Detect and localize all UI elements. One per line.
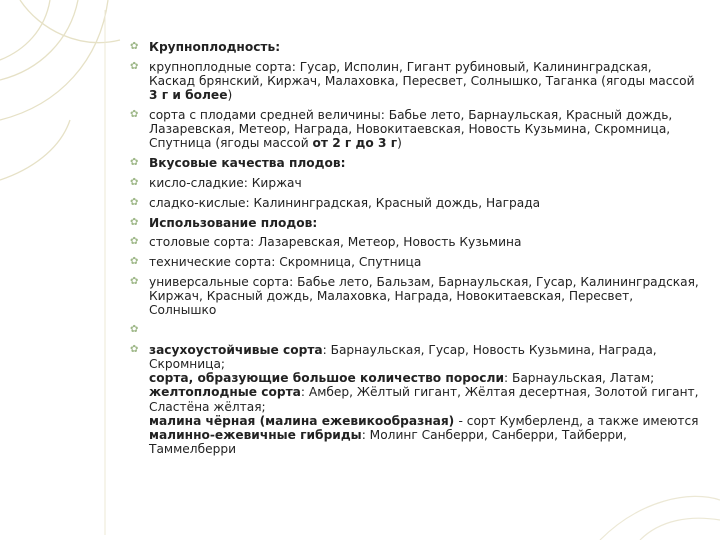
item-after: ) (397, 136, 402, 151)
item-text: кисло-сладкие: Киржач (149, 176, 302, 190)
note-line-bold: малинно-ежевичные гибриды (149, 428, 362, 442)
bullet-list (130, 40, 700, 462)
list-item-text (149, 40, 280, 54)
note-line (149, 385, 700, 413)
bottom-swirl-decoration (600, 496, 720, 540)
item-text: Вкусовые качества плодов: (149, 156, 346, 171)
note-line-bold: желтоплодные сорта (149, 385, 301, 400)
list-item-text (149, 60, 695, 102)
list-item (130, 255, 700, 269)
list-item-text (149, 235, 521, 249)
flower-bullet-icon: ✿ (130, 60, 139, 72)
item-text: сорта с плодами средней величины: Бабье лето, Барнаульская, Красный дождь, Лазаревская, Метеор, Награда, Новокитаевская, Новость Кузьмина, Скромница, Спутница (ягоды массой (149, 108, 673, 151)
item-text: технические сорта: Скромница, Спутница (149, 255, 422, 270)
flower-bullet-icon: ✿ (130, 216, 139, 228)
note-line (149, 343, 700, 371)
flower-bullet-icon: ✿ (130, 196, 139, 208)
list-item-text (149, 156, 345, 170)
item-bold: 3 г и более (149, 88, 228, 103)
note-line (149, 371, 700, 385)
note-line-text: : Молинг Санберри, Санберри, Тайберри, Таммелберри (149, 428, 627, 457)
list-item (130, 40, 700, 54)
flower-bullet-icon: ✿ (130, 109, 139, 120)
list-item (130, 156, 700, 170)
note-line-text: - сорт Кумберленд, а также имеются (458, 413, 699, 428)
note-line-bold: малина чёрная (малина ежевикообразная) (149, 413, 459, 428)
note-line (149, 414, 700, 428)
list-item (130, 216, 700, 230)
note-line-text: : Амбер, Жёлтый гигант, Жёлтая десертная, Золотой гигант, Сластёна жёлтая; (149, 385, 699, 414)
item-after: ) (227, 88, 233, 103)
list-item (130, 323, 700, 337)
list-item (130, 108, 700, 151)
list-item (130, 235, 700, 249)
list-item-text (149, 255, 421, 269)
flower-bullet-icon: ✿ (130, 157, 139, 169)
item-bold: от 2 г до 3 г (312, 136, 398, 151)
list-item (130, 275, 700, 318)
list-item-text (149, 108, 672, 150)
flower-bullet-icon: ✿ (130, 275, 139, 287)
list-item (130, 60, 700, 103)
list-item-text (149, 176, 302, 190)
flower-bullet-icon: ✿ (130, 343, 139, 355)
list-item-text (149, 343, 700, 457)
item-text: Крупноплодность: (149, 40, 281, 54)
flower-bullet-icon: ✿ (130, 41, 139, 52)
note-line-bold: сорта, образующие большое количество поросли (149, 371, 504, 386)
list-item (130, 343, 700, 457)
flower-bullet-icon: ✿ (130, 256, 139, 268)
item-text: столовые сорта: Лазаревская, Метеор, Новость Кузьмина (149, 235, 522, 250)
item-text: крупноплодные сорта: Гусар, Исполин, Гигант рубиновый, Калининградская, Каскад брянский, Киржач, Малаховка, Пересвет, Солнышко, Таганка (ягоды массой (149, 59, 695, 88)
list-item-text (149, 275, 699, 317)
flower-bullet-icon: ✿ (130, 236, 139, 248)
list-item-text (149, 216, 317, 230)
corner-swirl-decoration (0, 0, 120, 180)
note-line-text: : Барнаульская, Латам; (504, 371, 655, 386)
note-line (149, 428, 700, 456)
note-line-text: : Барнаульская, Гусар, Новость Кузьмина, Награда, Скромница; (149, 342, 657, 371)
flower-bullet-icon: ✿ (130, 177, 139, 188)
item-text: сладко-кислые: Калининградская, Красный дождь, Награда (149, 195, 541, 210)
list-item (130, 196, 700, 210)
note-line-bold: засухоустойчивые сорта (149, 342, 323, 357)
list-item (130, 176, 700, 190)
list-item-text (149, 196, 540, 210)
item-text: Использование плодов: (149, 215, 318, 230)
item-text: универсальные сорта: Бабье лето, Бальзам, Барнаульская, Гусар, Калининградская, Киржач, Красный дождь, Малаховка, Награда, Новокитаевская, Пересвет, Солнышко (149, 274, 699, 318)
flower-bullet-icon: ✿ (130, 324, 139, 336)
